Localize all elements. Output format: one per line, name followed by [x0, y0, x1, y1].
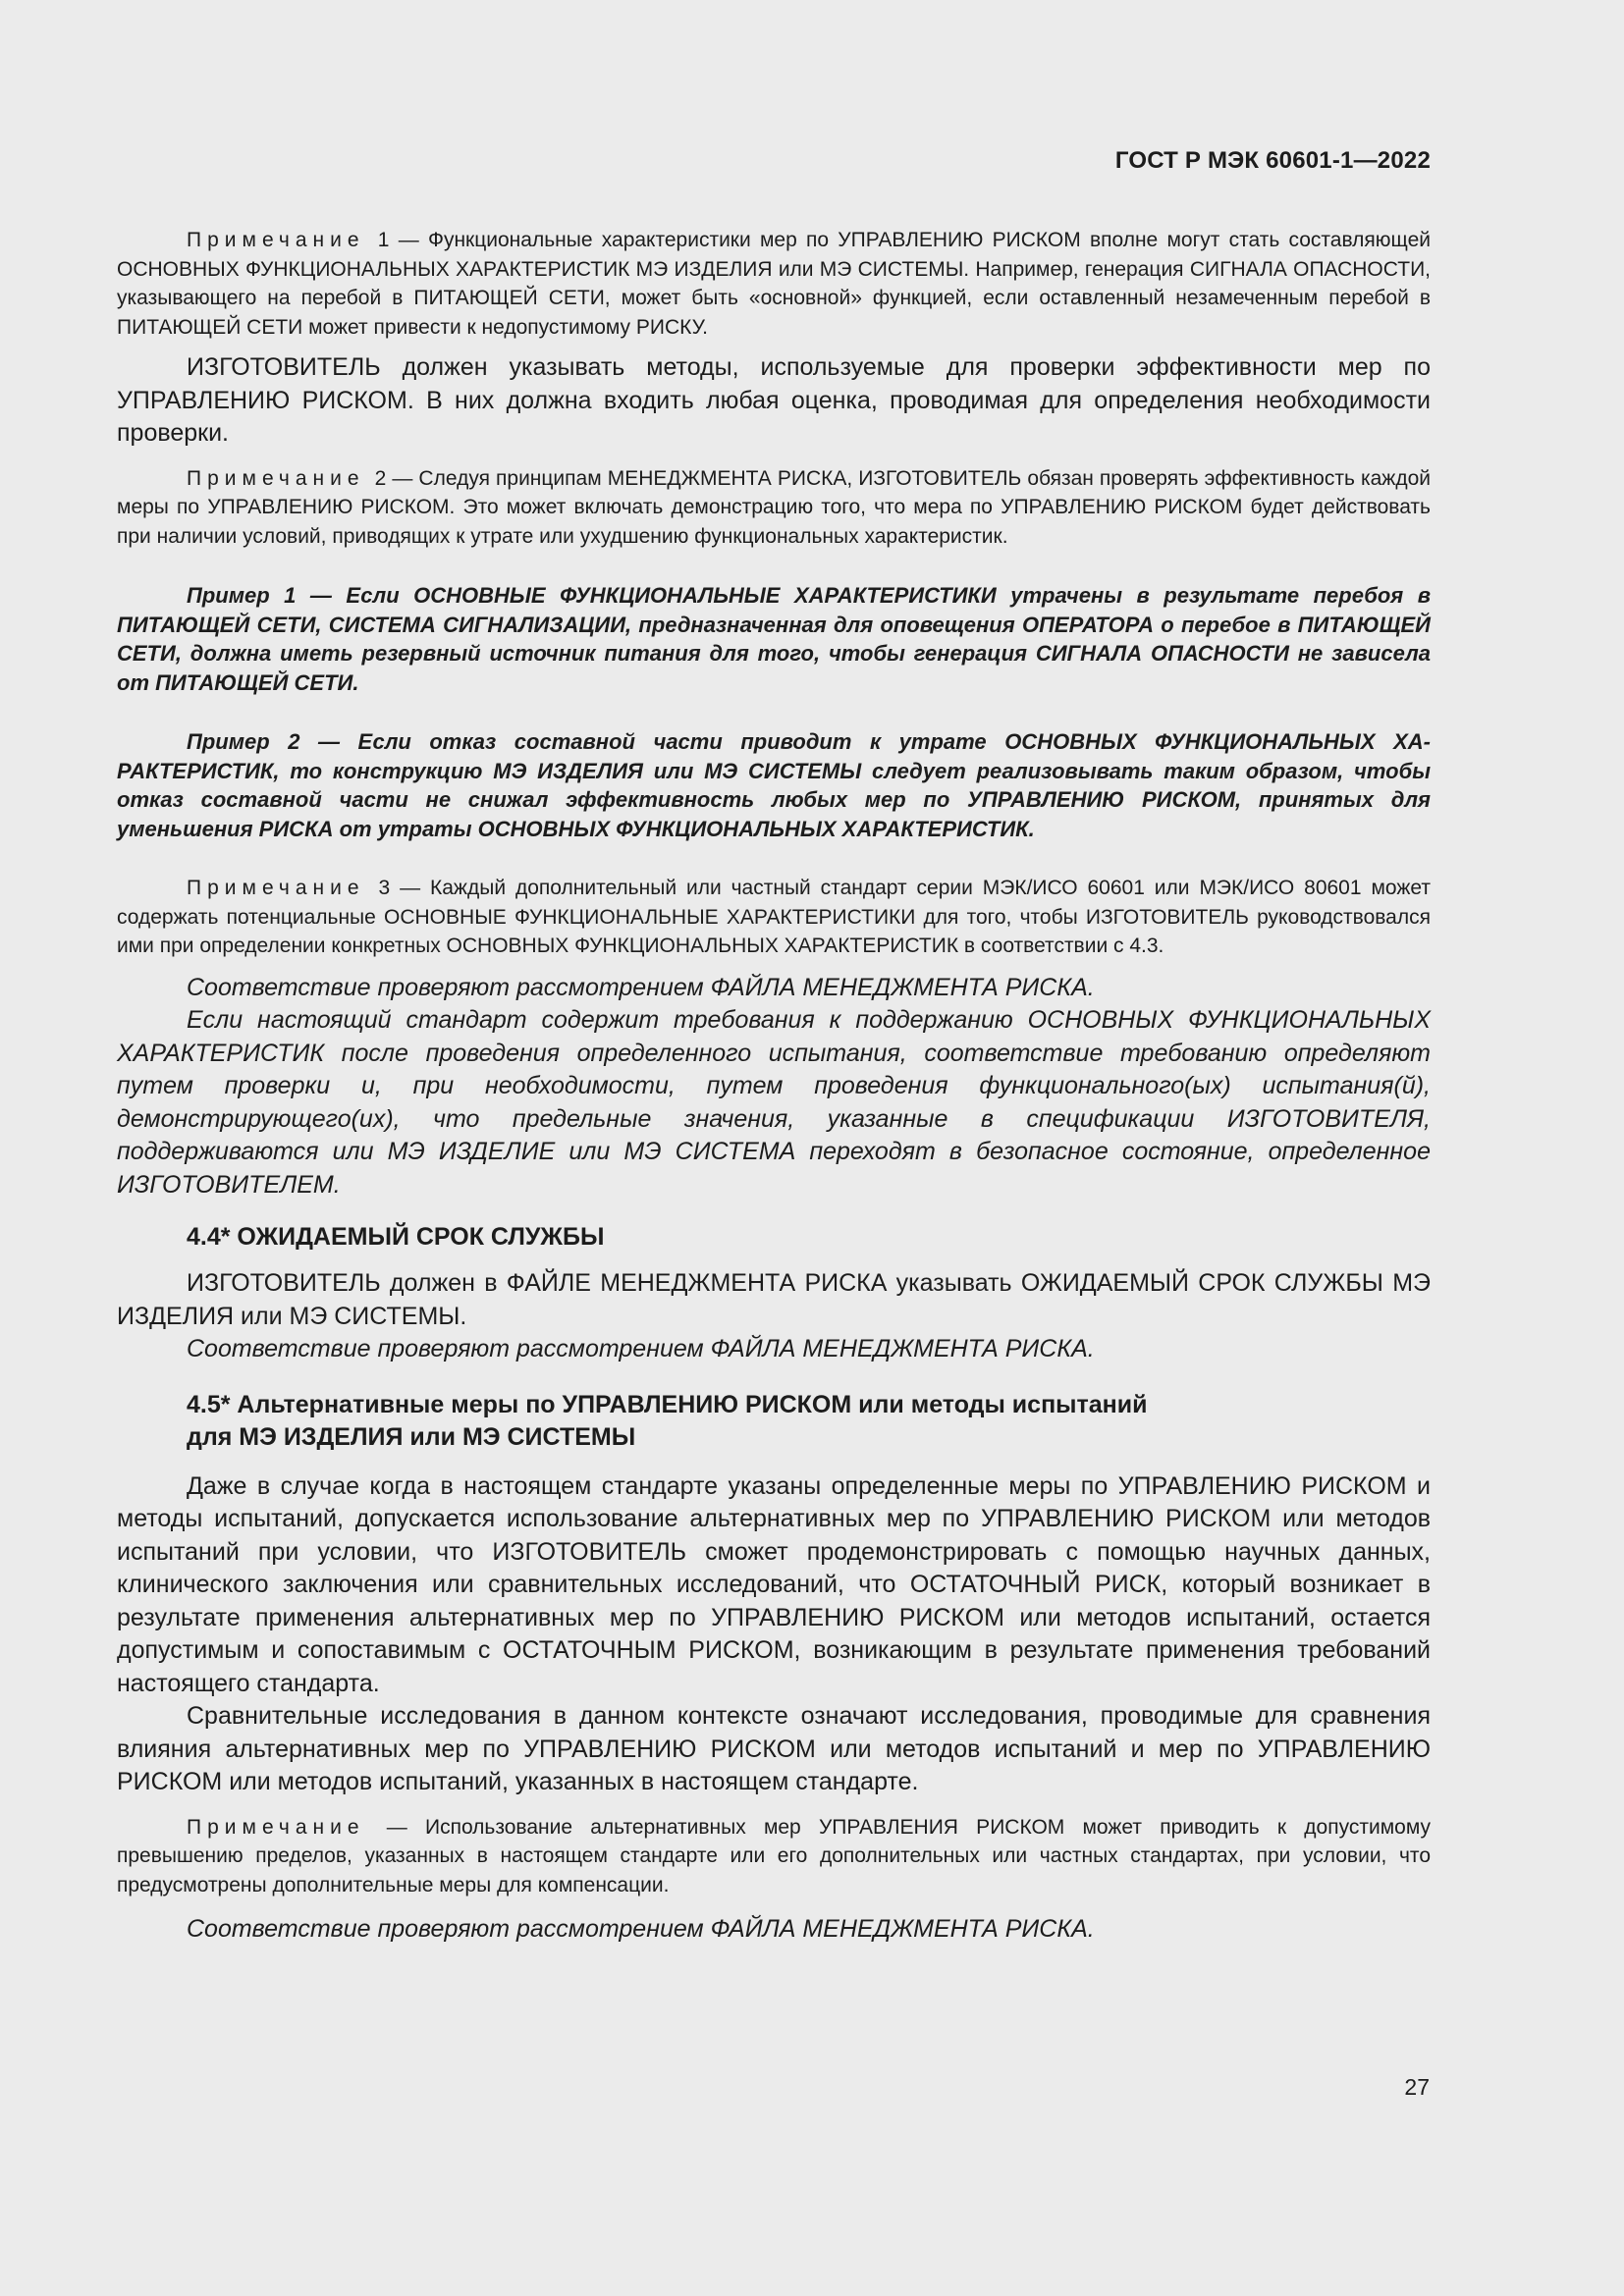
note-2 — [117, 464, 1431, 552]
note-label: Примечание — [187, 229, 365, 251]
note-1 — [117, 226, 1431, 342]
example-2: Пример 2 — Если отказ составной части приводит к утрате ОСНОВНЫХ ФУНКЦИОНАЛЬНЫХ ХАРАКТЕРИСТИК, то конструкцию МЭ ИЗДЕЛИЯ или МЭ СИСТЕМЫ следует реализовывать таким образом, чтобы отказ составной части не снижал эффективность любых мер по УПРАВЛЕНИЮ РИСКОМ, принятых для уменьшения РИСКА от утраты ОСНОВНЫХ ФУНКЦИОНАЛЬНЫХ ХАРАКТЕРИСТИК. — [117, 729, 1431, 841]
note-text: 2 — Следуя принципам МЕНЕДЖМЕНТА РИСКА, ИЗГОТОВИТЕЛЬ обязан проверять эффективность каждой меры по УПРАВЛЕНИЮ РИСКОМ. Это может включать демонстрацию того, что мера по УПРАВЛЕНИЮ РИСКОМ будет действовать при наличии условий, приводящих к утрате или ухудшению функциональных характеристик. — [117, 466, 1431, 548]
note-label: Примечание — [187, 1815, 365, 1839]
page-number: 27 — [1404, 2074, 1430, 2100]
note-4 — [117, 1813, 1431, 1900]
note-text: — Использование альтернативных мер УПРАВЛЕНИЯ РИСКОМ может приводить к допустимому превышению пределов, указанных в настоящем стандарте или его дополнительных или частных стандартах, при условии, что предусмотрены дополнительные меры для компенсации. — [117, 1815, 1431, 1896]
paragraph: Даже в случае когда в настоящем стандарте указаны определенные меры по УПРАВЛЕНИЮ РИСКОМ и методы испытаний, допускается использование альтернативных мер по УПРАВЛЕНИЮ РИСКОМ или методов испытаний при условии, что ИЗГОТОВИТЕЛЬ сможет продемонстрировать с помощью научных данных, клинического заключения или сравнительных исследований, что ОСТАТОЧНЫЙ РИСК, который возникает в результате применения альтернативных мер по УПРАВЛЕНИЮ РИСКОМ или методов испытаний, остается допустимым и сопоставимым с ОСТАТОЧНЫМ РИСКОМ, возникающим в результате применения требований настоящего стандарта. — [117, 1471, 1431, 1697]
heading-line: 4.5* Альтернативные меры по УПРАВЛЕНИЮ РИСКОМ или методы испытаний — [187, 1390, 1148, 1418]
document-header: ГОСТ Р МЭК 60601-1—2022 — [1114, 147, 1431, 174]
paragraph: Сравнительные исследования в данном контексте означают исследования, проводимые для сравнения влияния альтернативных мер по УПРАВЛЕНИЮ РИСКОМ или методов испытаний и мер по УПРАВЛЕНИЮ РИСКОМ или методов испытаний, указанных в настоящем стандарте. — [117, 1702, 1431, 1795]
section-heading-4-4: 4.4* ОЖИДАЕМЫЙ СРОК СЛУЖБЫ — [187, 1223, 605, 1251]
example-1: Пример 1 — Если ОСНОВНЫЕ ФУНКЦИОНАЛЬНЫЕ ХАРАКТЕРИСТИКИ утрачены в результате перебоя в ПИТАЮЩЕЙ СЕТИ, СИСТЕМА СИГНАЛИЗАЦИИ, предназначенная для оповещения ОПЕРАТОРА о перебое в ПИТАЮЩЕЙ СЕТИ, должна иметь резервный источник питания для того, чтобы генерация СИГНАЛА ОПАСНОСТИ не зависела от ПИТАЮЩЕЙ СЕТИ. — [117, 583, 1431, 695]
section-heading-4-5 — [117, 1389, 1431, 1454]
note-label: Примечание — [187, 466, 365, 490]
compliance-text: Соответствие проверяют рассмотрением ФАЙЛА МЕНЕДЖМЕНТА РИСКА. — [187, 1335, 1095, 1362]
note-3 — [117, 874, 1431, 961]
paragraph: ИЗГОТОВИТЕЛЬ должен в ФАЙЛЕ МЕНЕДЖМЕНТА РИСКА указывать ОЖИДАЕМЫЙ СРОК СЛУЖБЫ МЭ ИЗДЕЛИЯ или МЭ СИСТЕМЫ. — [117, 1269, 1431, 1330]
heading-line: для МЭ ИЗДЕЛИЯ или МЭ СИСТЕМЫ — [187, 1422, 636, 1451]
note-text: 1 — Функциональные характеристики мер по УПРАВЛЕНИЮ РИСКОМ вполне могут стать составляющей ОСНОВНЫХ ФУНКЦИОНАЛЬНЫХ ХАРАКТЕРИСТИК МЭ ИЗДЕЛИЯ или МЭ СИСТЕМЫ. Например, генерация СИГНАЛА ОПАСНОСТИ, указывающего на перебой в ПИТАЮЩЕЙ СЕТИ, может быть «основной» функцией, если оставленный незамеченным перебой в ПИТАЮЩЕЙ СЕТИ может привести к недопустимому РИСКУ. — [117, 229, 1431, 339]
compliance-text: Соответствие проверяют рассмотрением ФАЙЛА МЕНЕДЖМЕНТА РИСКА. — [187, 973, 1095, 1001]
compliance-text: Если настоящий стандарт содержит требования к поддержанию ОСНОВНЫХ ФУНКЦИОНАЛЬНЫХ ХАРАКТЕРИСТИК после проведения определенного испытания, соответствие требованию определяют путем проверки и, при необходимости, путем проведения функционального(ых) испытания(й), демонстрирующего(их), что предельные значения, указанные в спецификации ИЗГОТОВИТЕЛЯ, поддерживаются или МЭ ИЗДЕЛИЕ или МЭ СИСТЕМА переходят в безопасное состояние, определенное ИЗГОТОВИТЕЛЕМ. — [117, 1006, 1431, 1199]
compliance-text: Соответствие проверяют рассмотрением ФАЙЛА МЕНЕДЖМЕНТА РИСКА. — [187, 1915, 1095, 1943]
note-text: 3 — Каждый дополнительный или частный стандарт серии МЭК/ИСО 60601 или МЭК/ИСО 80601 может содержать потенциальные ОСНОВНЫЕ ФУНКЦИОНАЛЬНЫЕ ХАРАКТЕРИСТИКИ для того, чтобы ИЗГОТОВИТЕЛЬ руководствовался ими при определении конкретных ОСНОВНЫХ ФУНКЦИОНАЛЬНЫХ ХАРАКТЕРИСТИК в соответствии с 4.3. — [117, 877, 1431, 957]
note-label: Примечание — [187, 877, 365, 899]
paragraph: ИЗГОТОВИТЕЛЬ должен указывать методы, используемые для проверки эффективности мер по УПРАВЛЕНИЮ РИСКОМ. В них должна входить любая оценка, проводимая для определения необходимости проверки. — [117, 353, 1431, 447]
page-content — [117, 224, 1431, 1947]
